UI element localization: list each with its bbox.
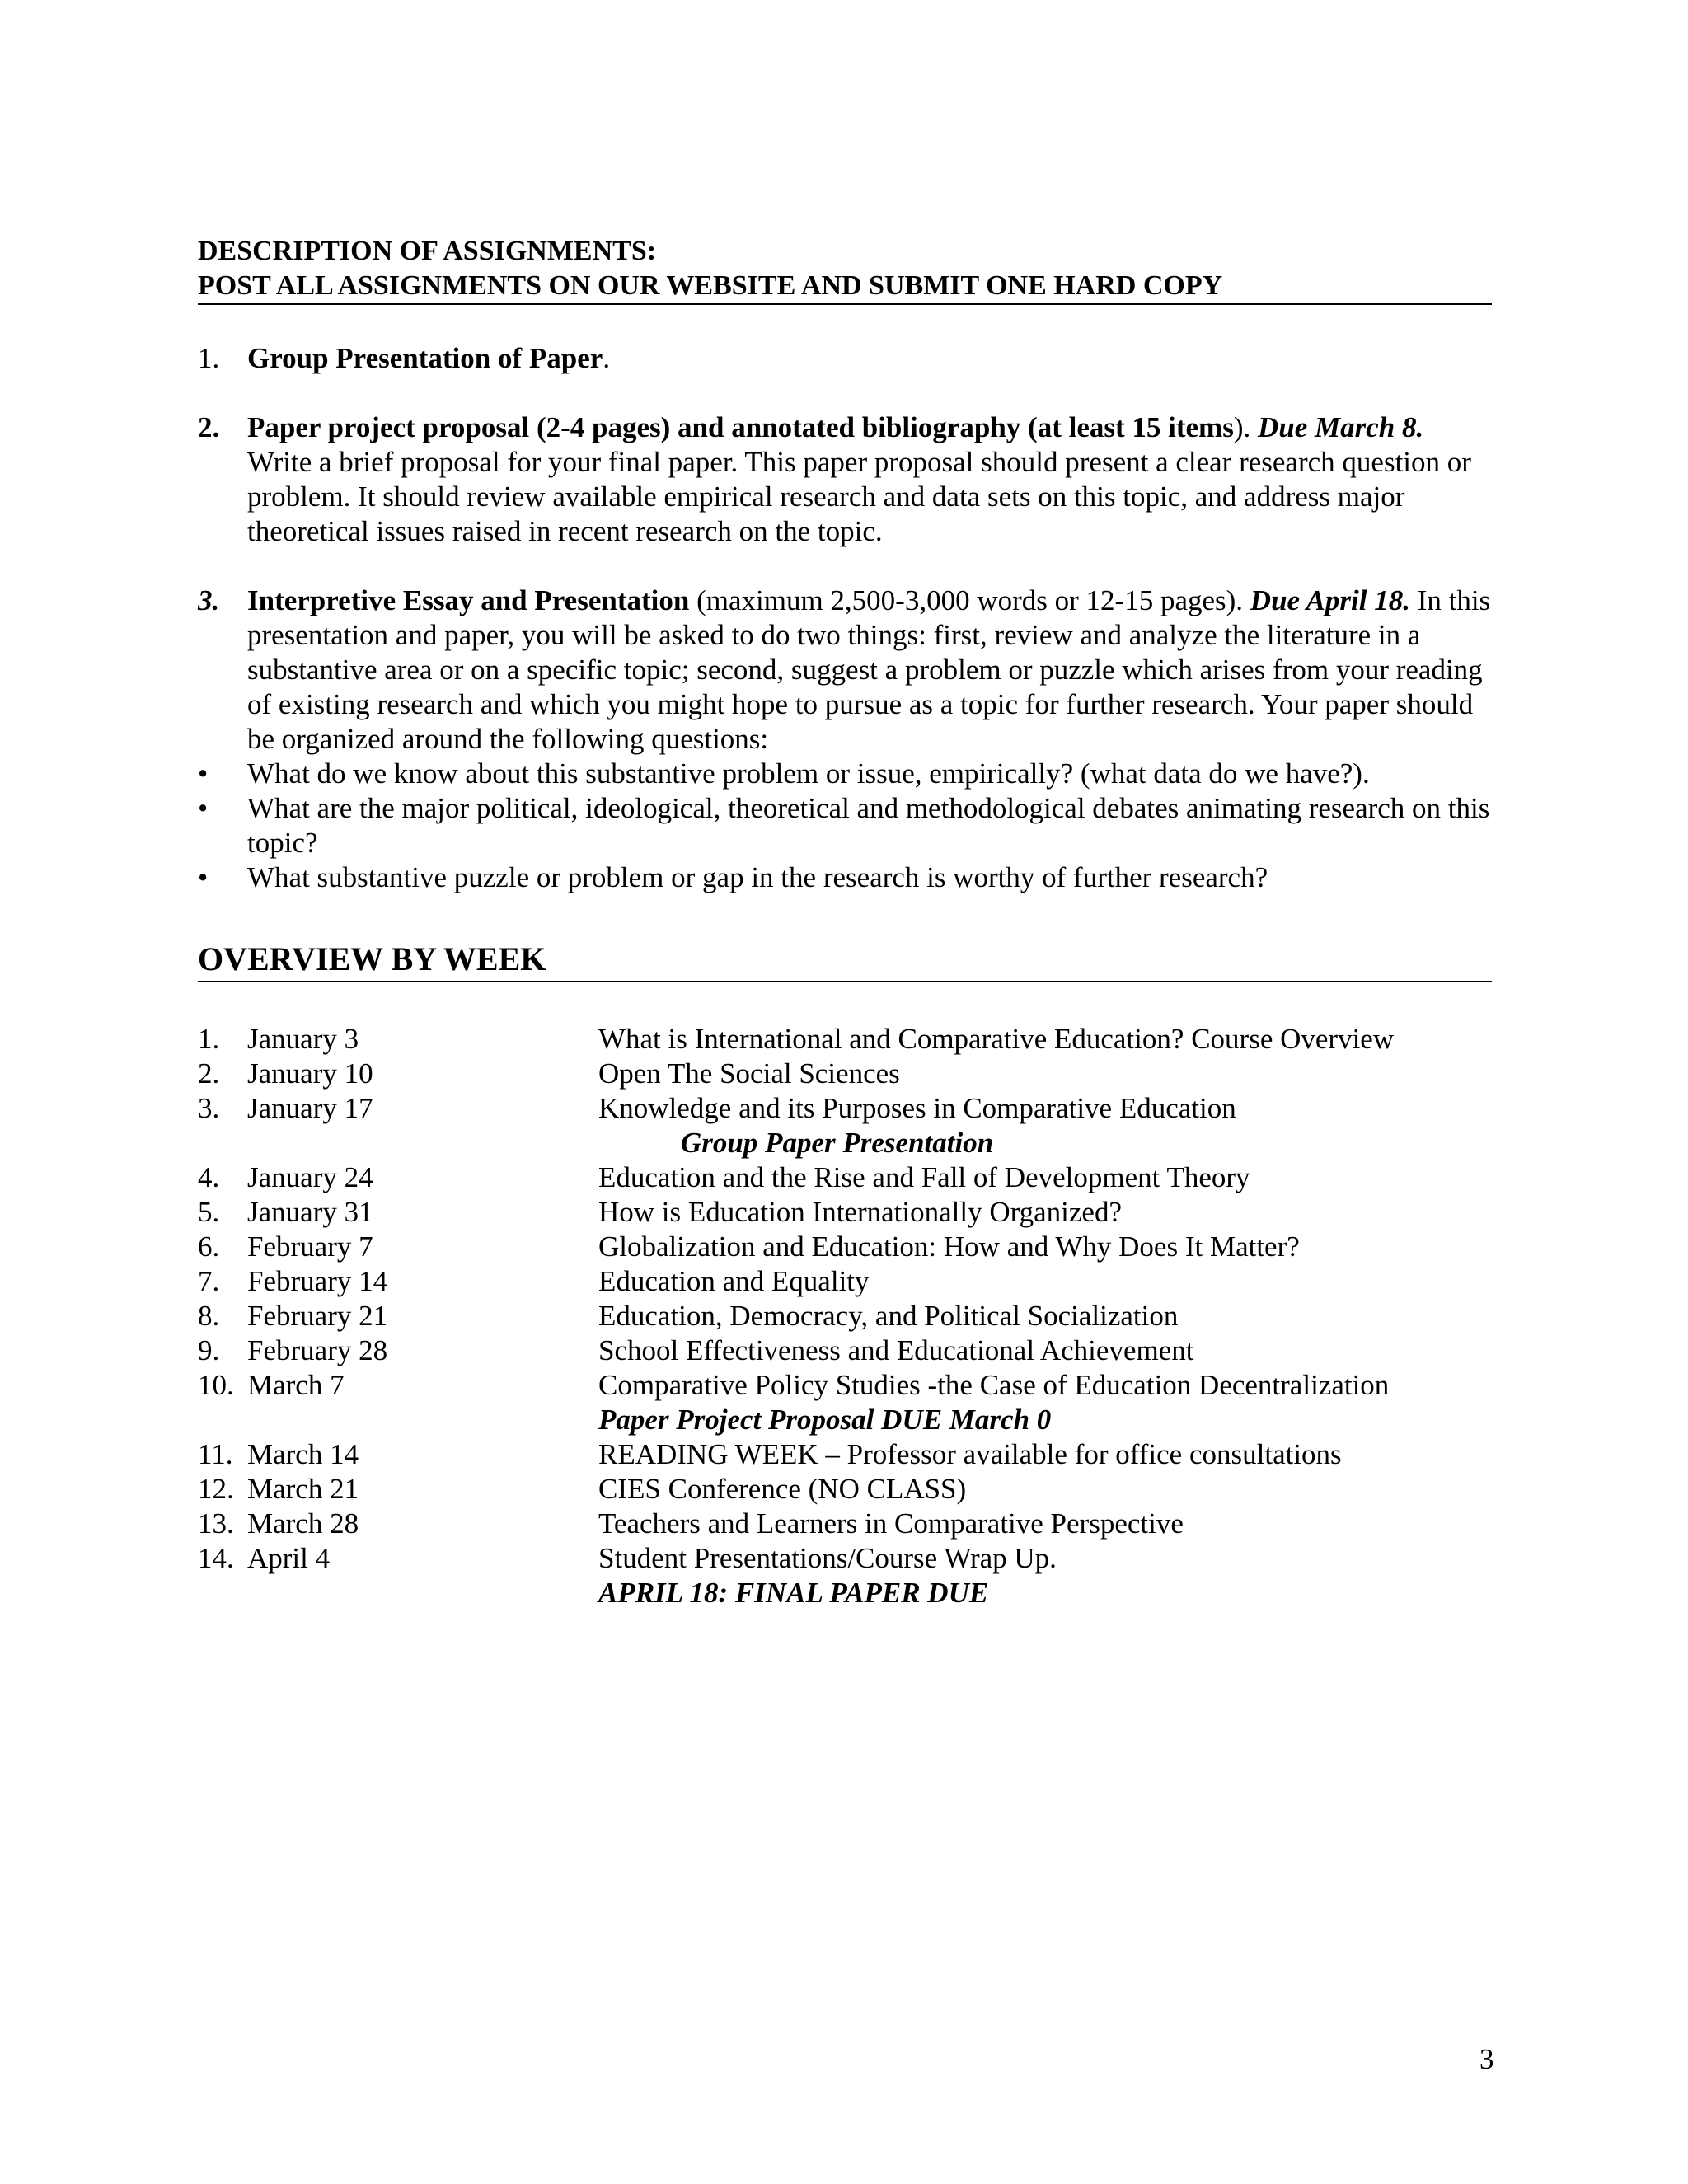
guiding-questions-list [198,757,1492,895]
assignment-due-date: Due March 8. [1257,411,1424,443]
assignment-number: 1. [198,342,220,374]
assignment-number: 3. [198,584,220,616]
schedule-row [198,1022,1492,1057]
week-topic: Education and the Rise and Fall of Development Theory [598,1161,1250,1193]
week-topic: Teachers and Learners in Comparative Perspective [598,1507,1184,1540]
schedule-row [198,1160,1492,1195]
week-number: 1. [198,1023,220,1055]
week-number: 6. [198,1230,220,1263]
schedule-row [198,1472,1492,1507]
assignments-heading: DESCRIPTION OF ASSIGNMENTS: [198,236,657,266]
week-date: February 21 [247,1300,388,1332]
week-date: March 7 [247,1369,345,1401]
list-item [198,860,1492,895]
overview-heading: OVERVIEW BY WEEK [198,940,546,977]
week-number: 12. [198,1473,234,1505]
assignment-title-close: ). [1233,411,1251,443]
assignment-3 [198,583,1492,895]
list-item [198,757,1492,791]
week-topic: CIES Conference (NO CLASS) [598,1473,967,1505]
assignment-number: 2. [198,411,220,443]
week-number: 3. [198,1092,220,1124]
assignment-title: Paper project proposal (2-4 pages) and annotated bibliography (at least 15 items [247,411,1234,443]
schedule-row [198,1299,1492,1333]
bullet-icon: • [198,792,209,824]
question-text: What are the major political, ideological, theoretical and methodological debates animating research on this topic? [247,792,1490,859]
week-number: 5. [198,1196,220,1228]
overview-divider [198,981,1492,982]
schedule-row [198,1264,1492,1299]
week-date: April 4 [247,1542,331,1574]
week-number: 9. [198,1334,220,1366]
week-date: January 3 [247,1023,359,1055]
note-text: APRIL 18: FINAL PAPER DUE [598,1577,989,1609]
week-topic: Globalization and Education: How and Why Does It Matter? [598,1230,1300,1263]
schedule-row [198,1333,1492,1368]
week-number: 10. [198,1369,234,1401]
week-number: 11. [198,1438,233,1470]
schedule-row [198,1091,1492,1126]
week-number: 13. [198,1507,234,1540]
week-date: March 28 [247,1507,359,1540]
note-text: Group Paper Presentation [681,1127,994,1159]
assignment-due-date: Due April 18. [1250,584,1410,616]
bullet-icon: • [198,757,209,790]
week-topic: Knowledge and its Purposes in Comparative Education [598,1092,1236,1124]
document-page [198,0,1492,2184]
assignment-description: Write a brief proposal for your final paper. This paper proposal should present a clear research question or problem. It should review available empirical research and data sets on this topic, and address major theoretical issues raised in recent research on the topic. [247,446,1471,547]
assignment-length: (maximum 2,500-3,000 words or 12-15 pages). [696,584,1244,616]
page-number: 3 [1479,2043,1494,2075]
question-text: What substantive puzzle or problem or gap in the research is worthy of further research? [247,861,1268,893]
week-topic: What is International and Comparative Education? Course Overview [598,1023,1395,1055]
assignment-1 [198,341,1492,376]
schedule-row [198,1230,1492,1264]
assignment-title: Interpretive Essay and Presentation [247,584,690,616]
schedule-row [198,1507,1492,1541]
schedule-note [198,1403,1492,1437]
header-divider [198,303,1492,305]
week-number: 8. [198,1300,220,1332]
schedule-row [198,1541,1492,1576]
week-date: February 28 [247,1334,388,1366]
week-date: January 24 [247,1161,373,1193]
schedule-row [198,1437,1492,1472]
assignment-description: In this presentation and paper, you will be asked to do two things: first, review and analyze the literature in a substantive area or on a specific topic; second, suggest a problem or puzzle which arises from your reading of existing research and which you might hope to pursue as a topic for further research. Your paper should be organized around the following questions: [247,584,1491,755]
bullet-icon: • [198,861,209,893]
assignment-title: Group Presentation of Paper [247,342,603,374]
list-item [198,791,1492,860]
week-topic: READING WEEK – Professor available for office consultations [598,1438,1342,1470]
week-topic: Student Presentations/Course Wrap Up. [598,1542,1057,1574]
assignment-punct: . [603,342,611,374]
week-date: January 17 [247,1092,373,1124]
weekly-schedule [198,1022,1492,1610]
schedule-row [198,1368,1492,1403]
week-date: February 14 [247,1265,388,1297]
week-date: January 10 [247,1057,373,1090]
week-date: March 14 [247,1438,359,1470]
week-number: 4. [198,1161,220,1193]
week-topic: Comparative Policy Studies -the Case of Education Decentralization [598,1369,1390,1401]
week-topic: School Effectiveness and Educational Achievement [598,1334,1194,1366]
week-number: 2. [198,1057,220,1090]
submission-instructions: POST ALL ASSIGNMENTS ON OUR WEBSITE AND SUBMIT ONE HARD COPY [198,270,1223,301]
week-date: March 21 [247,1473,359,1505]
assignment-2 [198,410,1492,549]
question-text: What do we know about this substantive problem or issue, empirically? (what data do we have?). [247,757,1370,790]
week-topic: Education, Democracy, and Political Socialization [598,1300,1179,1332]
note-text: Paper Project Proposal DUE March 0 [598,1404,1052,1436]
week-date: January 31 [247,1196,373,1228]
schedule-row [198,1195,1492,1230]
assignments-header [198,234,1492,303]
schedule-note [198,1576,1492,1610]
schedule-note [198,1126,1492,1160]
week-topic: How is Education Internationally Organized? [598,1196,1122,1228]
week-topic: Open The Social Sciences [598,1057,900,1090]
week-number: 14. [198,1542,234,1574]
week-topic: Education and Equality [598,1265,870,1297]
schedule-row [198,1057,1492,1091]
week-date: February 7 [247,1230,373,1263]
week-number: 7. [198,1265,220,1297]
